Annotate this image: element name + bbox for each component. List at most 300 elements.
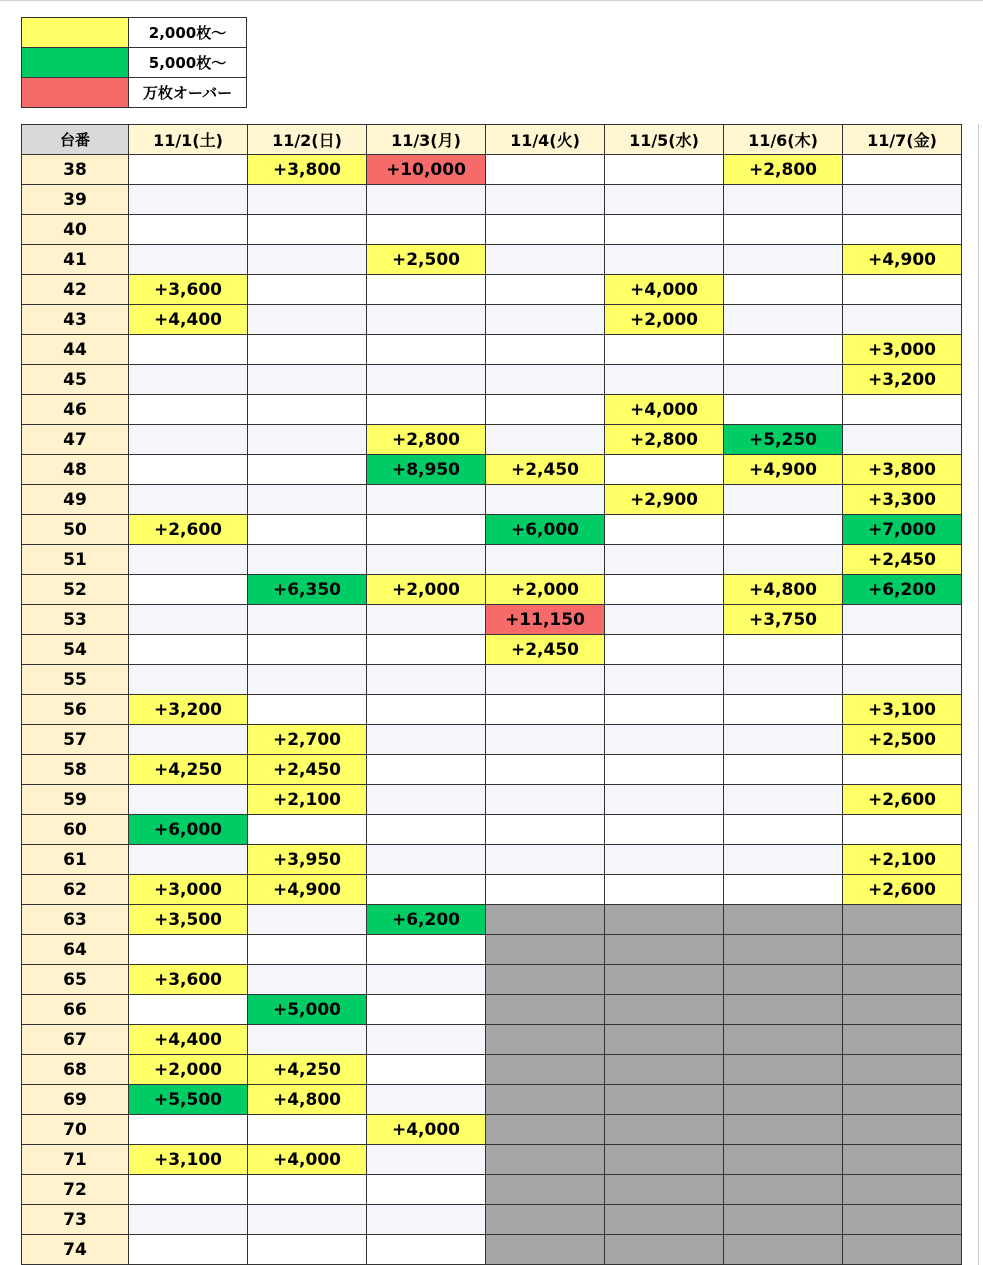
result-cell: +3,950 — [248, 845, 367, 875]
result-cell — [843, 275, 962, 305]
result-cell — [248, 605, 367, 635]
date-column-header: 11/6(木) — [724, 125, 843, 155]
result-cell — [605, 785, 724, 815]
result-cell — [486, 425, 605, 455]
closed-cell — [486, 1115, 605, 1145]
result-cell: +3,100 — [129, 1145, 248, 1175]
result-cell — [129, 425, 248, 455]
result-cell: +5,250 — [724, 425, 843, 455]
machine-number: 47 — [22, 425, 129, 455]
machine-number: 58 — [22, 755, 129, 785]
result-cell — [367, 215, 486, 245]
result-cell: +2,450 — [486, 635, 605, 665]
result-cell — [605, 455, 724, 485]
result-cell — [248, 185, 367, 215]
table-row — [22, 785, 962, 815]
result-cell — [486, 845, 605, 875]
result-cell — [248, 1025, 367, 1055]
slot-results-table — [21, 124, 962, 1265]
result-cell — [367, 815, 486, 845]
result-cell — [248, 905, 367, 935]
result-cell: +6,200 — [367, 905, 486, 935]
machine-number: 54 — [22, 635, 129, 665]
result-cell — [367, 965, 486, 995]
table-row — [22, 485, 962, 515]
closed-cell — [486, 905, 605, 935]
machine-number: 50 — [22, 515, 129, 545]
result-cell — [843, 815, 962, 845]
result-cell: +3,100 — [843, 695, 962, 725]
result-cell — [129, 455, 248, 485]
legend-swatch — [22, 78, 129, 108]
result-cell — [129, 1235, 248, 1265]
result-cell — [129, 545, 248, 575]
result-cell: +2,000 — [367, 575, 486, 605]
date-column-header: 11/5(水) — [605, 125, 724, 155]
closed-cell — [486, 1175, 605, 1205]
result-cell: +4,000 — [605, 275, 724, 305]
result-cell — [367, 935, 486, 965]
result-cell: +3,200 — [843, 365, 962, 395]
result-cell: +3,600 — [129, 965, 248, 995]
result-cell — [248, 215, 367, 245]
result-cell: +2,000 — [605, 305, 724, 335]
result-cell: +6,200 — [843, 575, 962, 605]
result-cell — [843, 155, 962, 185]
result-cell — [724, 215, 843, 245]
result-cell — [724, 635, 843, 665]
result-cell — [129, 635, 248, 665]
closed-cell — [843, 935, 962, 965]
machine-number: 68 — [22, 1055, 129, 1085]
closed-cell — [843, 1025, 962, 1055]
table-row — [22, 155, 962, 185]
result-cell — [248, 1205, 367, 1235]
result-cell: +2,450 — [486, 455, 605, 485]
table-row — [22, 1085, 962, 1115]
result-cell — [367, 545, 486, 575]
result-cell — [129, 785, 248, 815]
result-cell — [486, 785, 605, 815]
top-border — [0, 0, 983, 1]
table-row — [22, 245, 962, 275]
closed-cell — [724, 965, 843, 995]
closed-cell — [724, 905, 843, 935]
result-cell — [486, 305, 605, 335]
table-row — [22, 995, 962, 1025]
result-cell — [843, 185, 962, 215]
result-cell — [605, 605, 724, 635]
machine-number: 66 — [22, 995, 129, 1025]
result-cell — [248, 425, 367, 455]
result-cell — [367, 335, 486, 365]
machine-number: 62 — [22, 875, 129, 905]
machine-number: 53 — [22, 605, 129, 635]
color-legend — [21, 17, 247, 108]
result-cell: +2,100 — [843, 845, 962, 875]
result-cell — [724, 845, 843, 875]
result-cell: +3,800 — [843, 455, 962, 485]
result-cell — [129, 335, 248, 365]
result-cell — [486, 155, 605, 185]
table-row — [22, 455, 962, 485]
machine-number: 43 — [22, 305, 129, 335]
machine-number: 73 — [22, 1205, 129, 1235]
machine-number: 39 — [22, 185, 129, 215]
closed-cell — [843, 1085, 962, 1115]
result-cell — [129, 845, 248, 875]
result-cell — [486, 695, 605, 725]
result-cell: +3,200 — [129, 695, 248, 725]
table-row — [22, 845, 962, 875]
closed-cell — [724, 1115, 843, 1145]
closed-cell — [724, 1205, 843, 1235]
machine-number: 59 — [22, 785, 129, 815]
result-cell — [129, 215, 248, 245]
table-row — [22, 515, 962, 545]
result-cell — [605, 845, 724, 875]
closed-cell — [605, 1175, 724, 1205]
table-row — [22, 695, 962, 725]
result-cell: +3,000 — [843, 335, 962, 365]
machine-number-header: 台番 — [22, 125, 129, 155]
table-row — [22, 965, 962, 995]
result-cell — [367, 755, 486, 785]
table-row — [22, 725, 962, 755]
machine-number: 61 — [22, 845, 129, 875]
result-cell: +3,600 — [129, 275, 248, 305]
machine-number: 55 — [22, 665, 129, 695]
result-cell: +8,950 — [367, 455, 486, 485]
result-cell — [367, 1085, 486, 1115]
result-cell: +4,900 — [724, 455, 843, 485]
table-row — [22, 1145, 962, 1175]
legend-body — [22, 18, 247, 108]
result-cell — [248, 935, 367, 965]
closed-cell — [724, 1025, 843, 1055]
machine-number: 46 — [22, 395, 129, 425]
result-cell — [367, 1025, 486, 1055]
result-cell — [605, 725, 724, 755]
machine-number: 74 — [22, 1235, 129, 1265]
result-cell — [248, 965, 367, 995]
result-cell — [248, 335, 367, 365]
result-cell — [129, 1115, 248, 1145]
machine-number: 52 — [22, 575, 129, 605]
result-cell — [129, 605, 248, 635]
result-cell — [843, 395, 962, 425]
result-cell — [486, 395, 605, 425]
closed-cell — [843, 1145, 962, 1175]
result-cell — [367, 305, 486, 335]
closed-cell — [843, 1055, 962, 1085]
result-cell — [843, 755, 962, 785]
result-cell — [129, 935, 248, 965]
machine-number: 38 — [22, 155, 129, 185]
result-cell: +3,500 — [129, 905, 248, 935]
closed-cell — [724, 1055, 843, 1085]
result-cell — [724, 875, 843, 905]
table-row — [22, 1175, 962, 1205]
table-row — [22, 1115, 962, 1145]
machine-number: 45 — [22, 365, 129, 395]
result-cell — [605, 185, 724, 215]
result-cell — [605, 575, 724, 605]
table-row — [22, 365, 962, 395]
result-cell: +2,600 — [843, 875, 962, 905]
result-cell — [724, 275, 843, 305]
table-row — [22, 815, 962, 845]
closed-cell — [486, 1205, 605, 1235]
result-cell: +2,800 — [724, 155, 843, 185]
result-cell — [724, 785, 843, 815]
result-cell — [248, 485, 367, 515]
legend-swatch — [22, 18, 129, 48]
result-cell — [605, 875, 724, 905]
date-column-header: 11/1(土) — [129, 125, 248, 155]
result-cell — [248, 245, 367, 275]
machine-number: 65 — [22, 965, 129, 995]
result-cell: +4,800 — [248, 1085, 367, 1115]
machine-number: 67 — [22, 1025, 129, 1055]
machine-number: 63 — [22, 905, 129, 935]
result-cell — [367, 395, 486, 425]
legend-row — [22, 48, 247, 78]
table-row — [22, 875, 962, 905]
result-cell — [129, 575, 248, 605]
result-cell — [367, 1055, 486, 1085]
result-cell — [724, 245, 843, 275]
closed-cell — [605, 1235, 724, 1265]
legend-swatch — [22, 48, 129, 78]
result-cell — [129, 185, 248, 215]
closed-cell — [605, 965, 724, 995]
result-cell: +2,500 — [843, 725, 962, 755]
result-cell — [605, 635, 724, 665]
table-row — [22, 755, 962, 785]
machine-number: 60 — [22, 815, 129, 845]
result-cell: +3,000 — [129, 875, 248, 905]
right-edge-line — [978, 124, 979, 1265]
result-cell — [129, 1205, 248, 1235]
machine-number: 42 — [22, 275, 129, 305]
result-cell — [605, 515, 724, 545]
table-row — [22, 575, 962, 605]
table-row — [22, 665, 962, 695]
result-cell — [724, 665, 843, 695]
closed-cell — [605, 935, 724, 965]
date-column-header: 11/7(金) — [843, 125, 962, 155]
result-cell: +6,350 — [248, 575, 367, 605]
closed-cell — [486, 1025, 605, 1055]
result-cell — [605, 335, 724, 365]
result-cell — [367, 485, 486, 515]
result-cell — [367, 1175, 486, 1205]
result-cell: +2,000 — [129, 1055, 248, 1085]
result-cell — [367, 275, 486, 305]
closed-cell — [724, 1145, 843, 1175]
result-cell: +6,000 — [129, 815, 248, 845]
machine-number: 71 — [22, 1145, 129, 1175]
date-column-header: 11/4(火) — [486, 125, 605, 155]
result-cell — [367, 515, 486, 545]
result-cell — [843, 215, 962, 245]
closed-cell — [486, 1055, 605, 1085]
result-cell — [724, 755, 843, 785]
result-cell: +4,000 — [367, 1115, 486, 1145]
result-cell: +10,000 — [367, 155, 486, 185]
result-cell — [605, 155, 724, 185]
result-cell — [367, 845, 486, 875]
closed-cell — [724, 1175, 843, 1205]
result-cell — [129, 155, 248, 185]
result-cell — [605, 755, 724, 785]
result-cell — [248, 305, 367, 335]
result-cell: +2,900 — [605, 485, 724, 515]
result-cell — [843, 665, 962, 695]
table-row — [22, 1235, 962, 1265]
result-cell — [129, 995, 248, 1025]
result-cell — [129, 725, 248, 755]
result-cell — [486, 335, 605, 365]
table-row — [22, 185, 962, 215]
machine-number: 48 — [22, 455, 129, 485]
result-cell: +2,000 — [486, 575, 605, 605]
result-cell — [367, 1205, 486, 1235]
machine-number: 44 — [22, 335, 129, 365]
table-row — [22, 545, 962, 575]
machine-number: 56 — [22, 695, 129, 725]
table-row — [22, 905, 962, 935]
legend-label: 2,000枚〜 — [129, 18, 247, 48]
result-cell — [367, 1145, 486, 1175]
result-cell — [724, 395, 843, 425]
result-cell — [724, 305, 843, 335]
closed-cell — [605, 1145, 724, 1175]
table-row — [22, 1055, 962, 1085]
legend-label: 万枚オーバー — [129, 78, 247, 108]
result-cell — [129, 1175, 248, 1205]
result-cell — [724, 335, 843, 365]
result-cell: +4,900 — [248, 875, 367, 905]
table-row — [22, 305, 962, 335]
machine-number: 70 — [22, 1115, 129, 1145]
result-cell — [605, 695, 724, 725]
machine-number: 49 — [22, 485, 129, 515]
result-cell — [367, 365, 486, 395]
legend-row — [22, 18, 247, 48]
result-cell — [367, 1235, 486, 1265]
machine-number: 40 — [22, 215, 129, 245]
machine-number: 51 — [22, 545, 129, 575]
result-cell — [724, 515, 843, 545]
result-cell — [248, 1115, 367, 1145]
result-cell: +2,600 — [843, 785, 962, 815]
legend-row — [22, 78, 247, 108]
result-cell: +5,500 — [129, 1085, 248, 1115]
result-cell: +4,000 — [248, 1145, 367, 1175]
result-cell — [843, 425, 962, 455]
closed-cell — [486, 1235, 605, 1265]
result-cell — [248, 395, 367, 425]
result-cell — [486, 725, 605, 755]
result-cell — [248, 455, 367, 485]
closed-cell — [605, 995, 724, 1025]
closed-cell — [605, 905, 724, 935]
closed-cell — [486, 965, 605, 995]
result-cell — [605, 365, 724, 395]
result-cell — [486, 245, 605, 275]
result-cell: +3,750 — [724, 605, 843, 635]
result-cell — [129, 665, 248, 695]
result-cell — [486, 365, 605, 395]
table-row — [22, 635, 962, 665]
result-cell — [367, 185, 486, 215]
closed-cell — [605, 1085, 724, 1115]
result-cell — [724, 695, 843, 725]
table-row — [22, 1205, 962, 1235]
result-cell: +4,900 — [843, 245, 962, 275]
result-cell — [486, 215, 605, 245]
result-cell — [843, 605, 962, 635]
closed-cell — [843, 1175, 962, 1205]
header-row — [22, 125, 962, 155]
result-cell — [129, 485, 248, 515]
result-cell — [248, 545, 367, 575]
table-row — [22, 215, 962, 245]
result-cell: +4,800 — [724, 575, 843, 605]
result-cell — [605, 665, 724, 695]
date-column-header: 11/2(日) — [248, 125, 367, 155]
result-cell — [843, 635, 962, 665]
result-cell — [248, 635, 367, 665]
closed-cell — [843, 905, 962, 935]
closed-cell — [486, 935, 605, 965]
result-cell — [367, 665, 486, 695]
result-cell — [248, 665, 367, 695]
result-cell — [486, 185, 605, 215]
table-row — [22, 425, 962, 455]
closed-cell — [605, 1115, 724, 1145]
result-cell — [367, 875, 486, 905]
result-cell — [248, 1235, 367, 1265]
result-cell: +4,000 — [605, 395, 724, 425]
result-cell: +2,500 — [367, 245, 486, 275]
result-cell — [843, 305, 962, 335]
machine-number: 69 — [22, 1085, 129, 1115]
result-cell — [248, 815, 367, 845]
result-cell — [248, 365, 367, 395]
table-row — [22, 935, 962, 965]
result-cell: +4,250 — [129, 755, 248, 785]
result-cell — [129, 245, 248, 275]
result-cell: +7,000 — [843, 515, 962, 545]
result-cell — [248, 515, 367, 545]
closed-cell — [486, 995, 605, 1025]
result-cell: +3,800 — [248, 155, 367, 185]
result-cell — [129, 395, 248, 425]
result-cell — [486, 485, 605, 515]
result-cell: +3,300 — [843, 485, 962, 515]
result-cell: +11,150 — [486, 605, 605, 635]
result-cell: +2,600 — [129, 515, 248, 545]
result-cell — [367, 635, 486, 665]
result-cell — [367, 995, 486, 1025]
result-cell — [367, 725, 486, 755]
result-cell: +4,400 — [129, 1025, 248, 1055]
closed-cell — [486, 1085, 605, 1115]
result-cell — [724, 725, 843, 755]
